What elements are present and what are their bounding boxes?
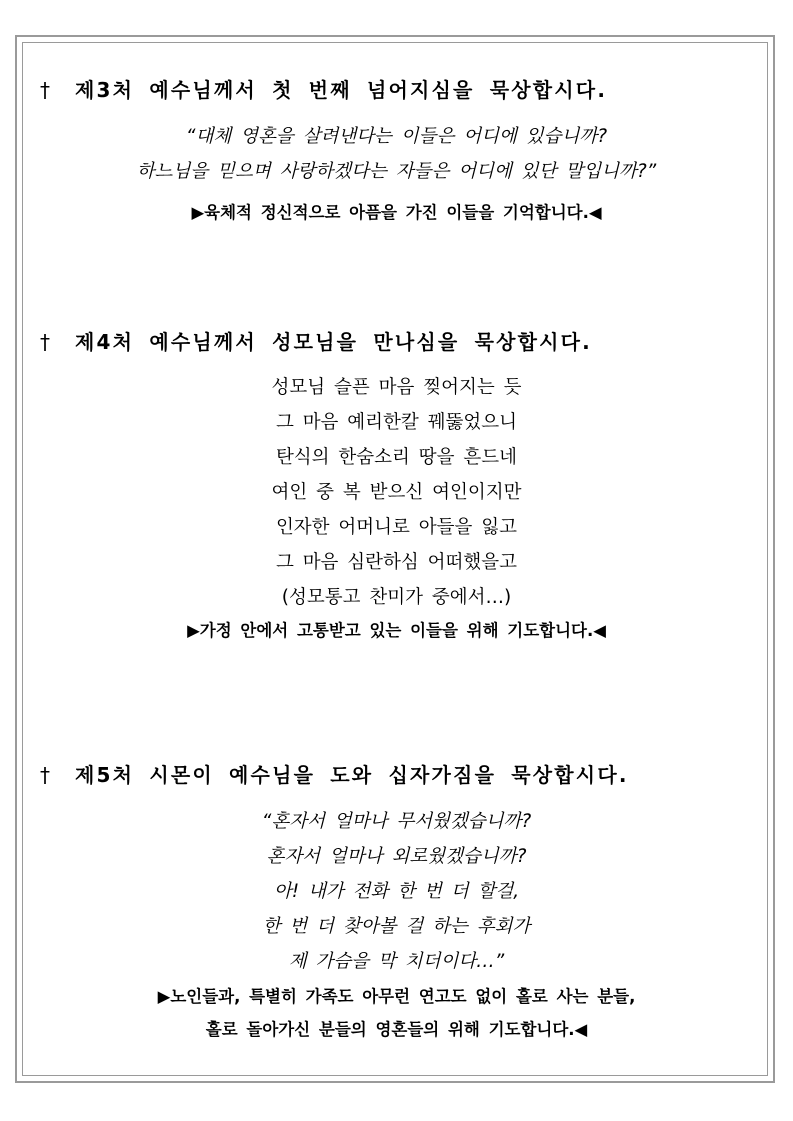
meditation-line: “혼자서 얼마나 무서웠겠습니까? (261, 811, 532, 832)
station-5-title-text: 제5처 시몬이 예수님을 도와 십자가짐을 묵상합시다. (75, 763, 629, 787)
meditation-line: 혼자서 얼마나 외로웠겠습니까? (266, 846, 527, 867)
prayer-line: ▶노인들과, 특별히 가족도 아무런 연고도 없이 홀로 사는 분들, (157, 987, 636, 1006)
meditation-line: “대체 영혼을 살려낸다는 이들은 어디에 있습니까? (185, 126, 608, 147)
station-5-title (40, 759, 629, 788)
cross-icon: † (40, 330, 50, 354)
station-5-meditation (0, 804, 793, 979)
meditation-line: 한 번 더 찾아볼 걸 하는 후회가 (262, 916, 531, 937)
prayer-line: 홀로 돌아가신 분들의 영혼들의 위해 기도합니다.◀ (205, 1020, 588, 1039)
meditation-line: 하느님을 믿으며 사랑하겠다는 자들은 어디에 있단 말입니까?” (136, 161, 657, 182)
prayer-line: ▶가정 안에서 고통받고 있는 이들을 위해 기도합니다.◀ (187, 621, 606, 640)
station-3-title-text: 제3처 예수님께서 첫 번째 넘어지심을 묵상합시다. (75, 78, 608, 102)
meditation-line: 아! 내가 전화 한 번 더 할걸, (273, 881, 520, 902)
station-3-prayer (0, 196, 793, 229)
meditation-line: 제 가슴을 막 치더이다…” (288, 951, 505, 972)
station-4-title (40, 326, 592, 355)
station-3-title (40, 74, 607, 103)
cross-icon: † (40, 763, 50, 787)
meditation-line: 탄식의 한숨소리 땅을 흔드네 (275, 447, 518, 468)
meditation-line: 여인 중 복 받으신 여인이지만 (271, 482, 522, 503)
station-5-prayer (0, 980, 793, 1046)
meditation-line: 그 마음 심란하심 어떠했을고 (275, 552, 518, 573)
meditation-line: 인자한 어머니로 아들을 잃고 (275, 517, 518, 538)
station-3-meditation (0, 119, 793, 189)
prayer-line: ▶육체적 정신적으로 아픔을 가진 이들을 기억합니다.◀ (191, 203, 602, 222)
station-4-meditation (0, 370, 793, 615)
meditation-line: 그 마음 예리한칼 꿰뚫었으니 (275, 412, 518, 433)
cross-icon: † (40, 78, 50, 102)
meditation-line: 성모님 슬픈 마음 찢어지는 듯 (271, 377, 522, 398)
meditation-line: (성모통고 찬미가 중에서…) (281, 587, 512, 608)
station-4-prayer (0, 614, 793, 647)
station-4-title-text: 제4처 예수님께서 성모님을 만나심을 묵상합시다. (75, 330, 592, 354)
